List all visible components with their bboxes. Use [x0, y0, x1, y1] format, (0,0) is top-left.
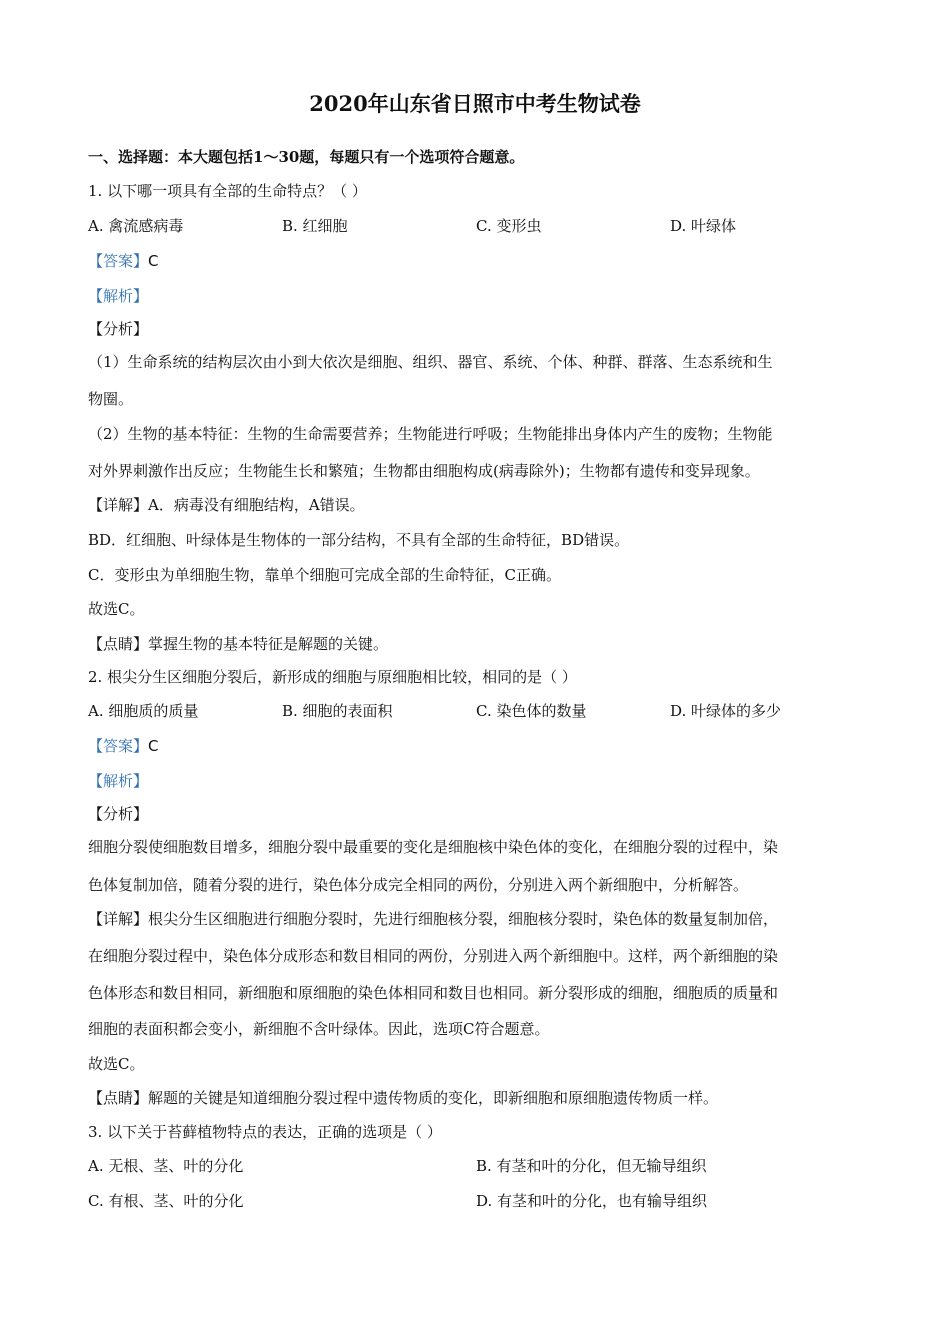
q1-option-a: A. 禽流感病毒 [88, 217, 184, 235]
answer-tag: 【答案】 [88, 737, 149, 755]
q2-stem: 2. 根尖分生区细胞分裂后，新形成的细胞与原细胞相比较，相同的是（ ） [88, 668, 577, 686]
q2-option-d: D. 叶绿体的多少 [670, 702, 782, 720]
q1-fenxi-line: 物圈。 [88, 390, 134, 408]
q1-detail-line: BD．红细胞、叶绿体是生物体的一部分结构，不具有全部的生命特征，BD错误。 [88, 531, 630, 549]
q1-stem: 1. 以下哪一项具有全部的生命特点？（ ） [88, 182, 367, 200]
q3-option-c: C. 有根、茎、叶的分化 [88, 1192, 244, 1210]
q1-answer [88, 250, 868, 271]
q1-detail-line: 【详解】A．病毒没有细胞结构，A错误。 [88, 496, 365, 514]
q1-fenxi-line: （1）生命系统的结构层次由小到大依次是细胞、组织、器官、系统、个体、种群、群落、生态系统和生 [88, 353, 773, 371]
section-heading: 一、选择题：本大题包括1～30题，每题只有一个选项符合题意。 [88, 148, 525, 166]
q1-option-c: C. 变形虫 [476, 217, 542, 235]
q3-option-a: A. 无根、茎、叶的分化 [88, 1157, 244, 1175]
answer-tag: 【答案】 [88, 252, 149, 270]
q1-detail-line: 故选C。 [88, 600, 145, 618]
q3-option-d: D. 有茎和叶的分化，也有输导组织 [476, 1192, 708, 1210]
q1-option-d: D. 叶绿体 [670, 217, 737, 235]
q2-detail-line: 【详解】根尖分生区细胞进行细胞分裂时，先进行细胞核分裂，细胞核分裂时，染色体的数量复制加倍， [88, 910, 779, 928]
q1-fenxi-line: 对外界刺激作出反应；生物能生长和繁殖；生物都由细胞构成(病毒除外)；生物都有遗传和变异现象。 [88, 462, 760, 480]
page-title: 2020年山东省日照市中考生物试卷 [309, 91, 641, 116]
q2-fenxi-tag: 【分析】 [88, 805, 149, 823]
q2-answer [88, 735, 868, 756]
q2-fenxi-line: 色体复制加倍，随着分裂的进行，染色体分成完全相同的两份，分别进入两个新细胞中，分析解答。 [88, 876, 749, 894]
q2-option-a: A. 细胞质的质量 [88, 702, 199, 720]
q2-jiexi-tag: 【解析】 [88, 772, 149, 790]
q1-fenxi-line: （2）生物的基本特征：生物的生命需要营养；生物能进行呼吸；生物能排出身体内产生的废物；生物能 [88, 425, 773, 443]
q3-stem: 3. 以下关于苔藓植物特点的表达，正确的选项是（ ） [88, 1123, 442, 1141]
q3-option-b: B. 有茎和叶的分化，但无输导组织 [476, 1157, 707, 1175]
q1-jiexi-tag: 【解析】 [88, 287, 149, 305]
q2-option-b: B. 细胞的表面积 [282, 702, 393, 720]
q2-fenxi-line: 细胞分裂使细胞数目增多，细胞分裂中最重要的变化是细胞核中染色体的变化，在细胞分裂的过程中，染 [88, 838, 779, 856]
q2-detail-line: 细胞的表面积都会变小，新细胞不含叶绿体。因此，选项C符合题意。 [88, 1020, 550, 1038]
q1-detail-line: C．变形虫为单细胞生物，靠单个细胞可完成全部的生命特征，C正确。 [88, 566, 561, 584]
q2-option-c: C. 染色体的数量 [476, 702, 587, 720]
q2-detail-line: 在细胞分裂过程中，染色体分成形态和数目相同的两份，分别进入两个新细胞中。这样，两个新细胞的染 [88, 947, 779, 965]
q1-option-b: B. 红细胞 [282, 217, 348, 235]
q1-fenxi-tag: 【分析】 [88, 320, 149, 338]
answer-value: C [148, 252, 159, 270]
q2-detail-line: 故选C。 [88, 1055, 145, 1073]
q2-detail-line: 色体形态和数目相同，新细胞和原细胞的染色体相同和数目也相同。新分裂形成的细胞，细胞质的质量和 [88, 984, 779, 1002]
answer-value: C [148, 737, 159, 755]
q2-dianjing: 【点睛】解题的关键是知道细胞分裂过程中遗传物质的变化，即新细胞和原细胞遗传物质一样。 [88, 1089, 719, 1107]
q1-dianjing: 【点睛】掌握生物的基本特征是解题的关键。 [88, 635, 389, 653]
